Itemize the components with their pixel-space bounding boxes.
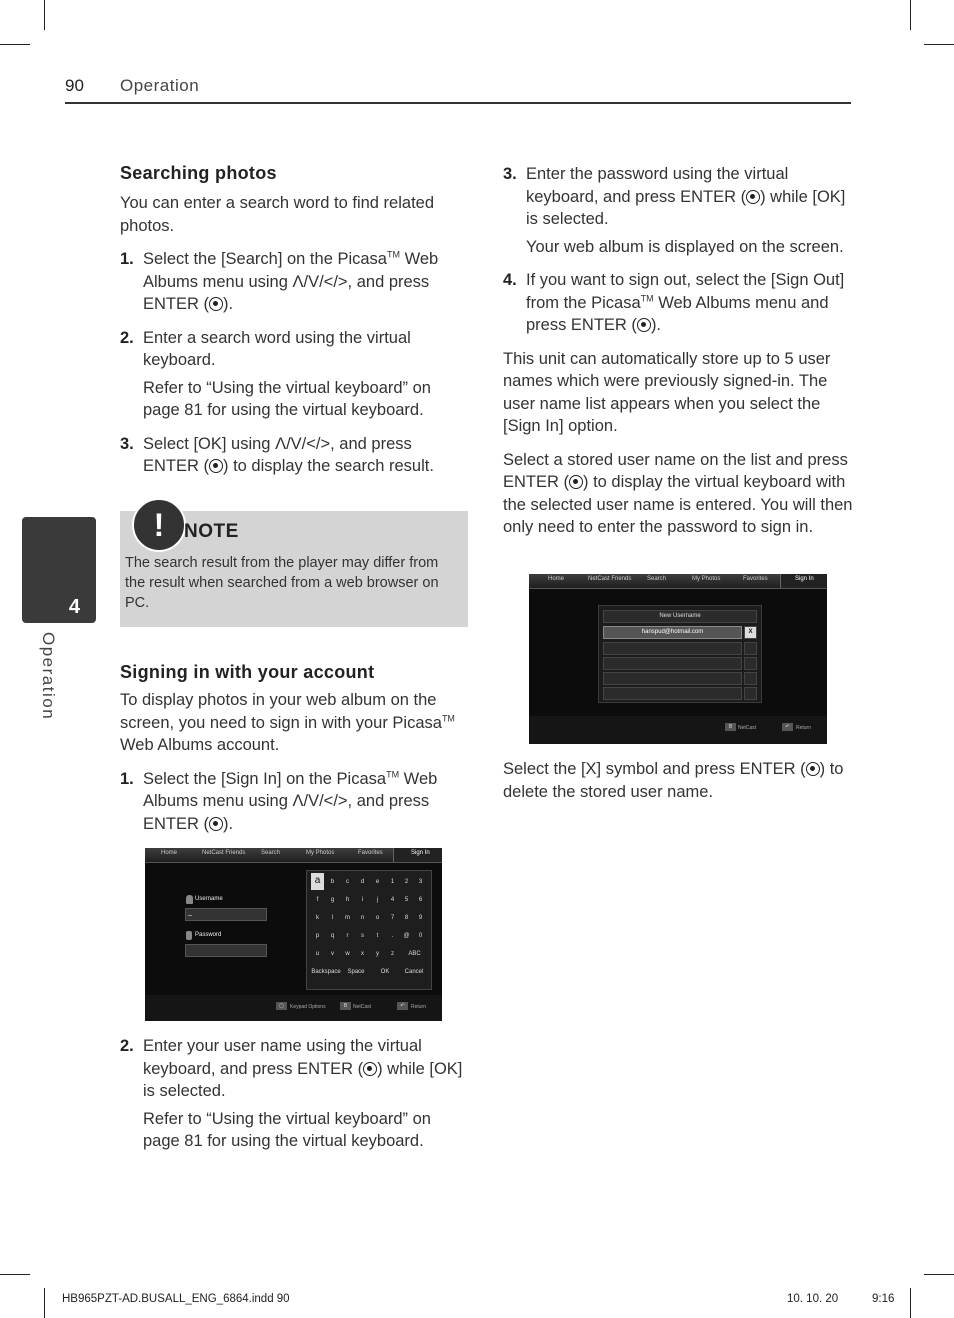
lock-icon	[186, 931, 192, 940]
return-hint: Return	[796, 725, 812, 731]
step-3	[503, 163, 853, 258]
signing-title: Signing in with your account	[120, 662, 375, 682]
step-text: ) to display the search result.	[223, 457, 434, 475]
empty-row-button[interactable]	[744, 642, 757, 655]
empty-row-button[interactable]	[744, 672, 757, 685]
menu-netcast-friends[interactable]: NetCast Friends	[202, 850, 246, 856]
crop-mark	[910, 0, 911, 30]
para-text: Select a stored user name on the list and press ENTER (	[503, 450, 848, 491]
note-text: The search result from the player may differ from the result when searched from a web browser on PC.	[125, 555, 439, 611]
empty-user-row[interactable]	[603, 657, 742, 670]
key[interactable]: u	[315, 951, 320, 957]
step-text: Web Albums menu using Λ/V/</>, and press ENTER (	[143, 250, 439, 313]
step-text: ).	[223, 295, 234, 313]
key[interactable]: 0	[418, 933, 423, 939]
footer-file: HB965PZT-AD.BUSALL_ENG_6864.indd 90	[62, 1293, 290, 1305]
key[interactable]: 6	[418, 897, 423, 903]
key[interactable]: x	[361, 951, 364, 957]
menu-favorites[interactable]: Favorites	[358, 850, 383, 856]
username-label: Username	[195, 896, 223, 902]
enter-icon	[746, 190, 760, 204]
return-button-icon: ↶	[397, 1002, 408, 1010]
signing-intro	[120, 689, 470, 757]
enter-icon	[637, 318, 651, 332]
menu-my-photos[interactable]: My Photos	[306, 850, 335, 856]
enter-icon	[806, 762, 820, 776]
delete-user-button[interactable]: X	[744, 626, 757, 639]
key[interactable]: h	[345, 897, 350, 903]
enter-icon	[209, 297, 223, 311]
hint-bar	[145, 995, 442, 1021]
user-list-panel	[598, 605, 762, 703]
key[interactable]: m	[345, 915, 350, 921]
menu-bar	[145, 848, 442, 863]
password-label: Password	[195, 932, 222, 938]
username-cursor: _	[188, 909, 192, 916]
key[interactable]: y	[376, 951, 379, 957]
step-text: Web Albums menu using Λ/V/</>, and press ENTER (	[143, 769, 438, 833]
intro-text: To display photos in your web album on the screen, you need to sign in with your Picasa	[120, 691, 442, 732]
key[interactable]: 8	[404, 915, 409, 921]
backspace-key[interactable]: Backspace	[311, 969, 341, 975]
step-text: ).	[650, 316, 662, 334]
signing-section	[120, 662, 470, 835]
key[interactable]: l	[331, 915, 334, 921]
keyboard-row	[311, 893, 429, 907]
trademark: TM	[441, 713, 455, 723]
stored-users-paragraph: This unit can automatically store up to 5 user names which were previously signed-in. The user name list appears when you select the [Sign In] option.	[503, 349, 831, 435]
step-3	[120, 433, 470, 478]
key[interactable]: w	[345, 951, 350, 957]
menu-bar	[529, 574, 827, 589]
password-field[interactable]	[185, 944, 267, 957]
keypad-options-hint: Keypad Options	[290, 1004, 326, 1010]
key[interactable]: p	[315, 933, 320, 939]
key[interactable]: k	[316, 915, 319, 921]
step-number: 1.	[120, 769, 134, 788]
virtual-keyboard	[306, 870, 432, 990]
key[interactable]: 3	[418, 879, 423, 885]
step-text: ).	[223, 814, 234, 833]
keyboard-row	[311, 929, 429, 943]
step-number: 3.	[120, 434, 134, 453]
intro-text: Web Albums account.	[120, 736, 280, 754]
key[interactable]: r	[346, 933, 349, 939]
trademark: TM	[386, 249, 400, 260]
menu-sign-in-tab[interactable]	[780, 574, 827, 588]
keyboard-row	[311, 875, 429, 889]
step-number: 2.	[120, 1037, 134, 1055]
keypad-options-button-icon: ▢	[276, 1002, 287, 1010]
enter-icon	[209, 459, 223, 473]
menu-search[interactable]: Search	[647, 576, 667, 582]
key[interactable]: a	[311, 873, 324, 890]
empty-user-row[interactable]	[603, 642, 742, 655]
step-reference: Refer to “Using the virtual keyboard” on page 81 for using the virtual keyboard.	[143, 378, 431, 419]
key[interactable]: t	[376, 933, 379, 939]
searching-section	[120, 163, 470, 478]
note-box	[120, 507, 468, 627]
keyboard-row	[311, 965, 429, 979]
username-field[interactable]	[185, 908, 267, 921]
key[interactable]: 9	[418, 915, 423, 921]
key[interactable]: o	[375, 915, 380, 921]
key[interactable]: d	[360, 879, 365, 885]
key[interactable]: 1	[390, 879, 395, 885]
return-button-icon: ↶	[782, 723, 793, 731]
enter-icon	[569, 475, 583, 489]
key[interactable]: @	[403, 933, 410, 939]
para-text: ) to display the virtual keyboard with the selected user name is entered. You will then only need to enter the password to sign in.	[503, 473, 853, 536]
step-result: Your web album is displayed on the screen.	[526, 237, 844, 256]
chapter-number: 4	[68, 596, 80, 618]
enter-icon	[363, 1062, 377, 1076]
netcast-hint: NetCast	[353, 1004, 372, 1010]
menu-sign-in[interactable]: Sign In	[795, 576, 814, 582]
step-text: Select the [Sign In] on the Picasa	[143, 769, 387, 788]
delete-user-instructions	[503, 758, 853, 803]
key[interactable]: 5	[404, 897, 409, 903]
step-text: Enter your user name using the virtual keyboard, and press ENTER (	[143, 1037, 422, 1078]
key[interactable]: s	[361, 933, 364, 939]
crop-mark	[44, 1288, 45, 1318]
key[interactable]: b	[330, 879, 335, 885]
menu-my-photos[interactable]: My Photos	[692, 576, 721, 582]
signing-step-2-section	[120, 1035, 470, 1153]
step-1	[120, 248, 470, 316]
hint-bar	[529, 716, 827, 744]
step-reference: Refer to “Using the virtual keyboard” on page 81 for using the virtual keyboard.	[143, 1109, 431, 1150]
key[interactable]: v	[331, 951, 334, 957]
keyboard-row	[311, 947, 429, 961]
step-number: 3.	[503, 165, 517, 183]
empty-user-row[interactable]	[603, 687, 742, 700]
key[interactable]: .	[391, 933, 394, 939]
step-2	[120, 327, 470, 422]
key[interactable]: q	[330, 933, 335, 939]
menu-sign-in-tab[interactable]	[393, 848, 442, 862]
step-1	[120, 768, 470, 836]
step-text: Enter a search word using the virtual keyboard.	[143, 328, 411, 369]
netcast-button-icon: B	[725, 723, 736, 731]
footer-date: 10. 10. 20	[787, 1293, 839, 1305]
crop-mark	[910, 1288, 911, 1318]
chapter-label: Operation	[39, 632, 58, 721]
key[interactable]: 7	[390, 915, 395, 921]
menu-netcast-friends[interactable]: NetCast Friends	[588, 576, 632, 582]
user-icon	[186, 895, 193, 904]
trademark: TM	[386, 769, 400, 779]
crop-mark	[0, 44, 30, 45]
trademark: TM	[640, 293, 654, 303]
netcast-button-icon: B	[340, 1002, 351, 1010]
crop-mark	[0, 1274, 30, 1275]
cancel-key[interactable]: Cancel	[404, 969, 424, 975]
key[interactable]: j	[376, 897, 379, 903]
key[interactable]: c	[346, 879, 349, 885]
step-2	[120, 1035, 470, 1153]
select-user-paragraph	[503, 449, 853, 539]
key[interactable]: z	[391, 951, 394, 957]
return-hint: Return	[411, 1004, 427, 1010]
stored-user-row[interactable]: hanspud@hotmail.com	[603, 626, 742, 639]
step-text: Enter the password using the virtual keyboard, and press ENTER (	[526, 165, 789, 206]
step-number: 1.	[120, 250, 134, 268]
key[interactable]: e	[375, 879, 380, 885]
empty-row-button[interactable]	[744, 657, 757, 670]
keyboard-row	[311, 911, 429, 925]
exclamation-icon: !	[132, 498, 186, 552]
page-number: 90	[65, 76, 84, 95]
step-text: ) while [OK] is selected.	[143, 1059, 463, 1100]
crop-mark	[44, 0, 45, 30]
user-list-screenshot	[529, 574, 827, 744]
key[interactable]: f	[316, 897, 319, 903]
signin-keyboard-screenshot	[145, 848, 442, 1021]
key[interactable]: ABC	[408, 951, 421, 957]
space-key[interactable]: Space	[347, 969, 365, 975]
para-text: Select the [X] symbol and press ENTER (	[503, 760, 806, 778]
step-number: 4.	[503, 271, 517, 289]
netcast-hint: NetCast	[738, 725, 757, 731]
section-title: Operation	[120, 76, 200, 95]
para-text: ) to delete the stored user name.	[503, 760, 844, 801]
crop-mark	[924, 1274, 954, 1275]
empty-row-button[interactable]	[744, 687, 757, 700]
key[interactable]: i	[361, 897, 364, 903]
enter-icon	[209, 817, 223, 831]
menu-home[interactable]: Home	[548, 576, 565, 582]
right-column	[503, 163, 853, 539]
key[interactable]: g	[330, 897, 335, 903]
crop-mark	[924, 44, 954, 45]
step-text: Web Albums menu and press ENTER (	[526, 293, 829, 334]
page-header	[65, 76, 851, 104]
footer-time: 9:16	[872, 1293, 895, 1305]
note-title: NOTE	[184, 521, 239, 542]
menu-sign-in[interactable]: Sign In	[411, 850, 430, 856]
step-4	[503, 269, 853, 337]
menu-favorites[interactable]: Favorites	[743, 576, 768, 582]
key[interactable]: 2	[404, 879, 409, 885]
step-text: ) while [OK] is selected.	[526, 187, 846, 228]
menu-search[interactable]: Search	[261, 850, 281, 856]
menu-home[interactable]: Home	[161, 850, 178, 856]
empty-user-row[interactable]	[603, 672, 742, 685]
searching-intro: You can enter a search word to find related photos.	[120, 194, 435, 235]
searching-title: Searching photos	[120, 163, 277, 183]
ok-key[interactable]: OK	[380, 969, 390, 975]
step-text: If you want to sign out, select the [Sign Out] from the Picasa	[526, 271, 845, 312]
key[interactable]: 4	[390, 897, 395, 903]
chapter-tab	[22, 517, 96, 623]
step-text: Select [OK] using Λ/V/</>, and press ENTER (	[143, 434, 412, 475]
step-text: Select the [Search] on the Picasa	[143, 250, 387, 268]
key[interactable]: n	[360, 915, 365, 921]
step-number: 2.	[120, 328, 134, 347]
new-username-row[interactable]: New Username	[603, 610, 757, 623]
